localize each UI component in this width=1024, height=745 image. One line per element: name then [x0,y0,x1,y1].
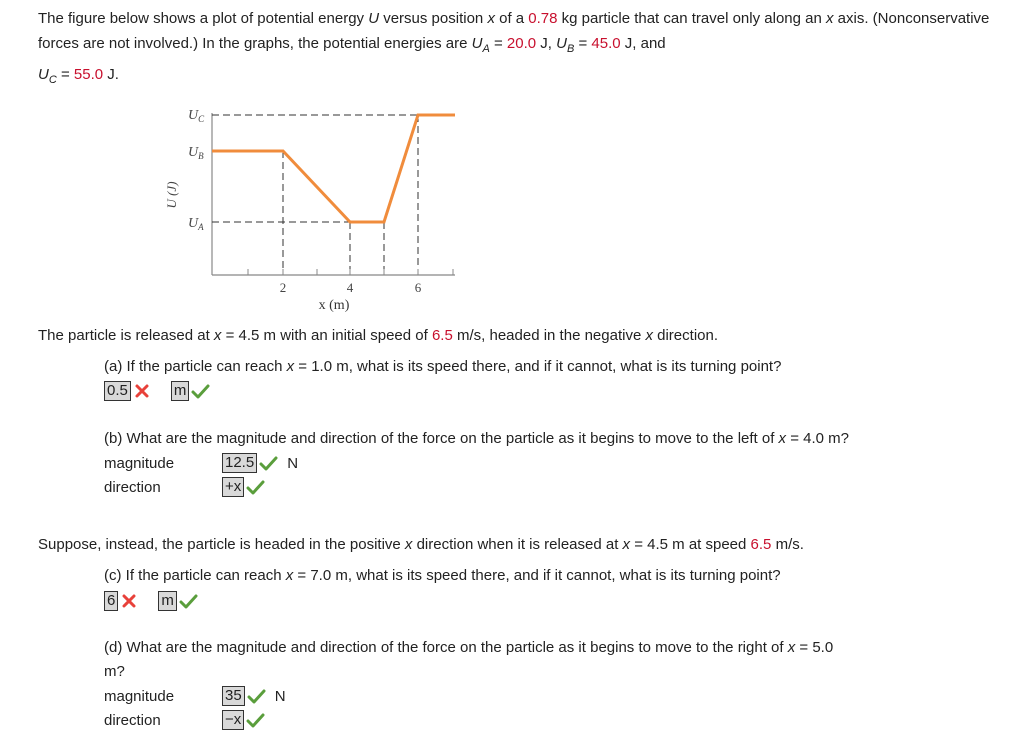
answer-d-magnitude-row [104,684,286,708]
tick-label-2: 2 [279,280,287,295]
initial-speed-value: 6.5 [431,327,453,344]
mass-value: 0.78 [528,10,558,27]
tick-label-4: 4 [346,280,354,295]
magnitude-label: magnitude [104,454,175,472]
second-speed-value: 6.5 [750,536,772,553]
check-icon [257,454,279,472]
answer-b-magnitude-input[interactable]: 12.5 [222,453,257,473]
tick-label-6: 6 [414,280,422,295]
unit-newton: N [287,454,299,472]
answer-b-direction-row [104,475,266,499]
potential-energy-graph [150,95,470,317]
uc-value: 55.0 [73,66,104,83]
release-statement-1: The particle is released at x = 4.5 m with an initial speed of 6.5 m/s, headed in the negative x direction. [38,327,719,344]
answer-d-direction-row [104,708,266,732]
cross-icon [131,382,153,400]
check-icon [244,478,266,496]
question-d: (d) What are the magnitude and direction of the force on the particle as it begins to move to the right of x = 5.0 m? [104,639,834,680]
answer-c-input[interactable]: 6 [104,591,118,611]
direction-label: direction [104,478,161,496]
answer-b-direction-input[interactable]: +x [222,477,244,497]
label-ua: $U_A$ [188,216,204,232]
ua-value: 20.0 [506,35,537,52]
check-icon [244,711,266,729]
x-axis-label: x (m) [318,298,350,313]
problem-intro: The figure below shows a plot of potential energy U versus position x of a 0.78 kg particle that can travel only along an x axis. (Nonconservative forces are not involved.) In the graphs, the potential energies are $U_A = 20.0$ J, $U_B = 45.0$ J, and $U_C = 55.0$ J. [38,10,990,86]
direction-label: direction [104,711,161,729]
check-icon [177,592,199,610]
answer-c-row [104,589,199,613]
check-icon [189,382,211,400]
ub-value: 45.0 [591,35,621,52]
release-statement-2: Suppose, instead, the particle is headed in the positive x direction when it is released at x = 4.5 m at speed 6.5 m/s. [38,536,804,553]
potential-curve [212,115,455,222]
answer-d-direction-input[interactable]: −x [222,710,244,730]
magnitude-label: magnitude [104,687,175,705]
answer-b-magnitude-row [104,451,298,475]
check-icon [245,687,267,705]
label-uc: $U_C$ [188,108,205,124]
y-axis-label: U (J) [164,181,179,209]
answer-a-input[interactable]: 0.5 [104,381,131,401]
unit-newton: N [274,687,286,705]
answer-c-unit[interactable]: m [158,591,177,611]
answer-a-unit[interactable]: m [171,381,190,401]
question-b: (b) What are the magnitude and direction of the force on the particle as it begins to move to the left of x = 4.0 m? [104,430,849,447]
label-ub: $U_B$ [188,145,204,161]
answer-d-magnitude-input[interactable]: 35 [222,686,245,706]
answer-a-row [104,379,211,403]
question-c: (c) If the particle can reach x = 7.0 m, what is its speed there, and if it cannot, what is its turning point? [104,567,781,584]
question-a: (a) If the particle can reach x = 1.0 m, what is its speed there, and if it cannot, what is its turning point? [104,358,782,375]
x-axis-ticks [248,269,453,275]
cross-icon [118,592,140,610]
